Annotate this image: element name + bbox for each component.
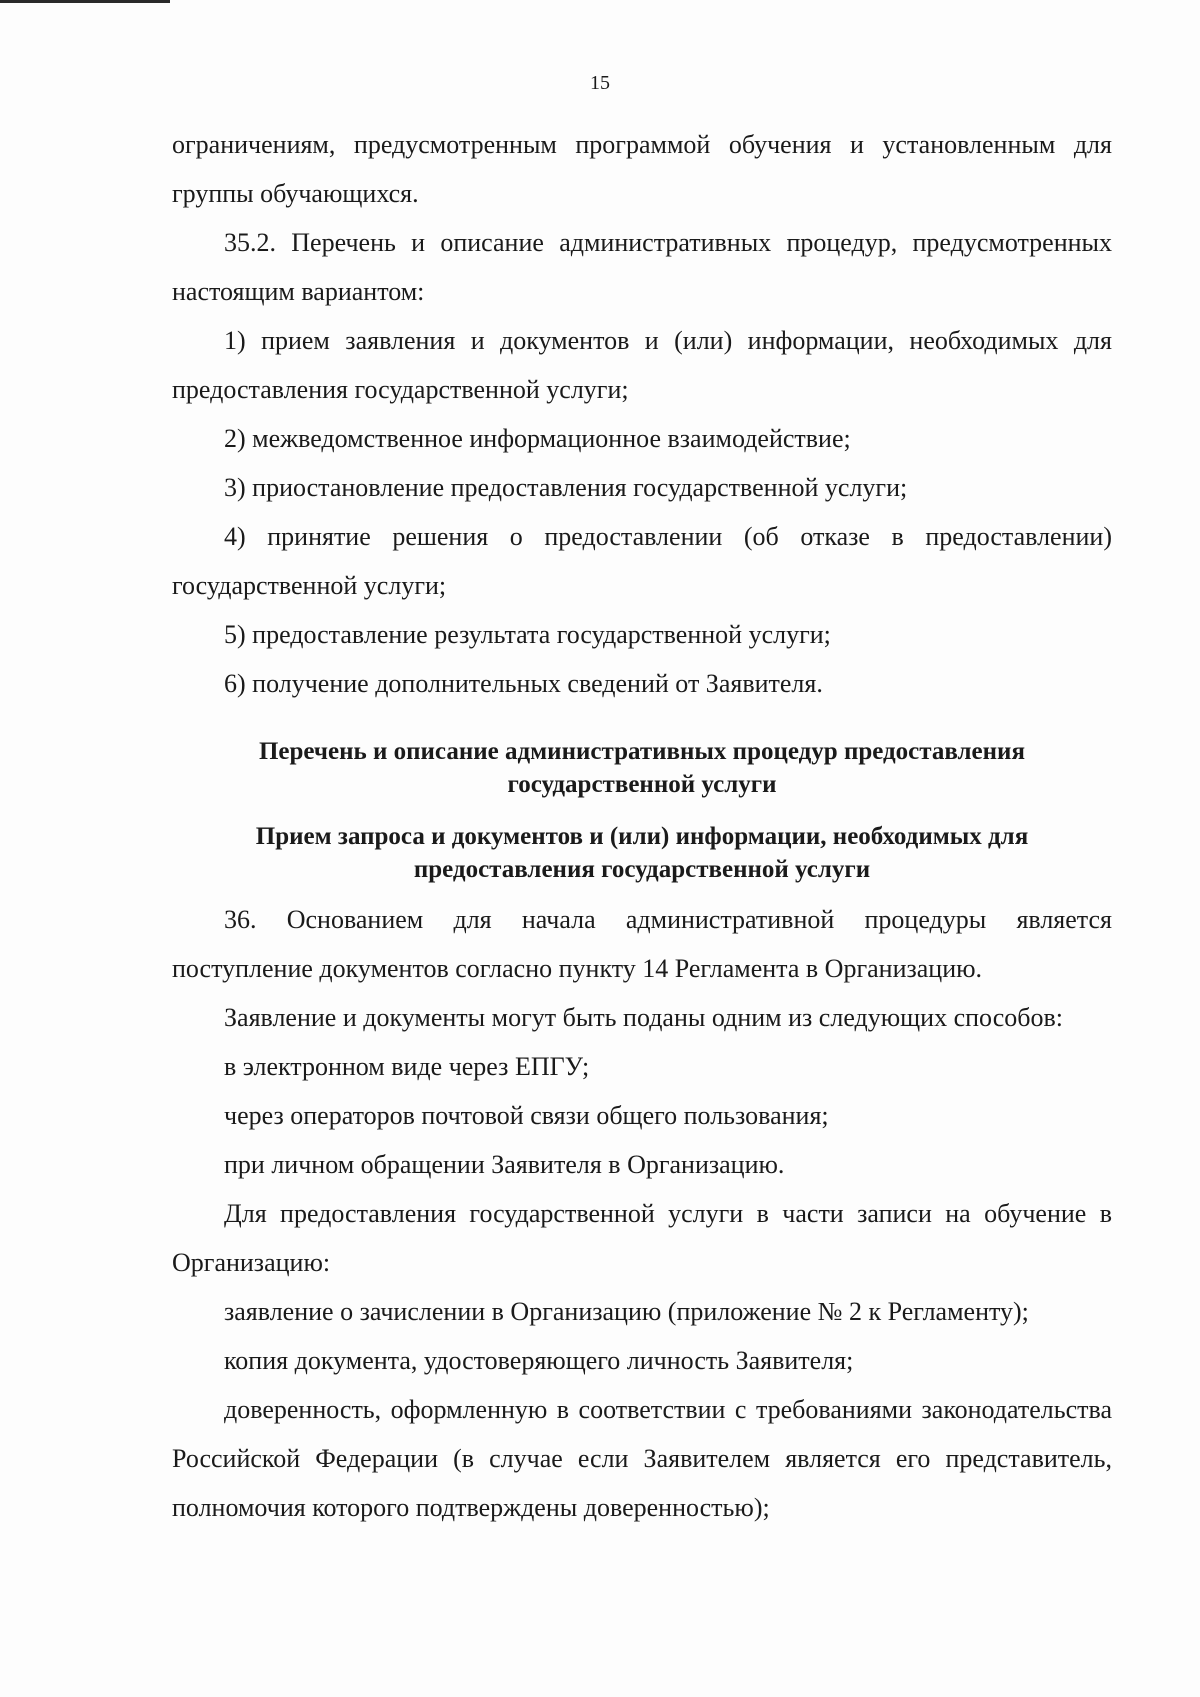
list-item-4: 4) принятие решения о предоставлении (об отказе в предоставлении) государственной услуги; <box>172 522 1112 600</box>
document-item-id-copy: копия документа, удостоверяющего личность Заявителя; <box>224 1346 854 1375</box>
list-item-3: 3) приостановление предоставления государственной услуги; <box>224 473 908 502</box>
paragraph-enrollment: Для предоставления государственной услуги в части записи на обучение в Организацию: <box>172 1199 1112 1277</box>
subsection-heading: Прием запроса и документов и (или) информации, необходимых для предоставления государственной услуги <box>255 823 1029 883</box>
page-number: 15 <box>590 72 610 94</box>
body-text-bottom <box>172 895 1112 1532</box>
paragraph-36: 36. Основанием для начала административной процедуры является поступление документов согласно пункту 14 Регламента в Организацию. <box>172 905 1112 983</box>
document-item-application: заявление о зачислении в Организацию (приложение № 2 к Регламенту); <box>224 1297 1029 1326</box>
method-item-in-person: при личном обращении Заявителя в Организацию. <box>224 1150 785 1179</box>
list-item-1: 1) прием заявления и документов и (или) информации, необходимых для предоставления государственной услуги; <box>172 326 1112 404</box>
list-item-5: 5) предоставление результата государственной услуги; <box>224 620 831 649</box>
method-item-post: через операторов почтовой связи общего пользования; <box>224 1101 829 1130</box>
paragraph-submission-methods: Заявление и документы могут быть поданы одним из следующих способов: <box>224 1003 1063 1032</box>
paragraph-continuation: ограничениям, предусмотренным программой обучения и установленным для группы обучающихся. <box>172 130 1112 208</box>
list-item-6: 6) получение дополнительных сведений от Заявителя. <box>224 669 823 698</box>
scan-edge-mark <box>0 0 170 3</box>
paragraph-35-2: 35.2. Перечень и описание административных процедур, предусмотренных настоящим вариантом: <box>172 228 1112 306</box>
document-item-power-of-attorney: доверенность, оформленную в соответствии с требованиями законодательства Российской Федерации (в случае если Заявителем является его представитель, полномочия которого подтверждены доверенностью); <box>172 1395 1112 1522</box>
section-heading: Перечень и описание административных процедур предоставления государственной услуги <box>258 738 1025 798</box>
method-item-electronic: в электронном виде через ЕПГУ; <box>224 1052 590 1081</box>
list-item-2: 2) межведомственное информационное взаимодействие; <box>224 424 851 453</box>
body-text-top <box>172 120 1112 708</box>
